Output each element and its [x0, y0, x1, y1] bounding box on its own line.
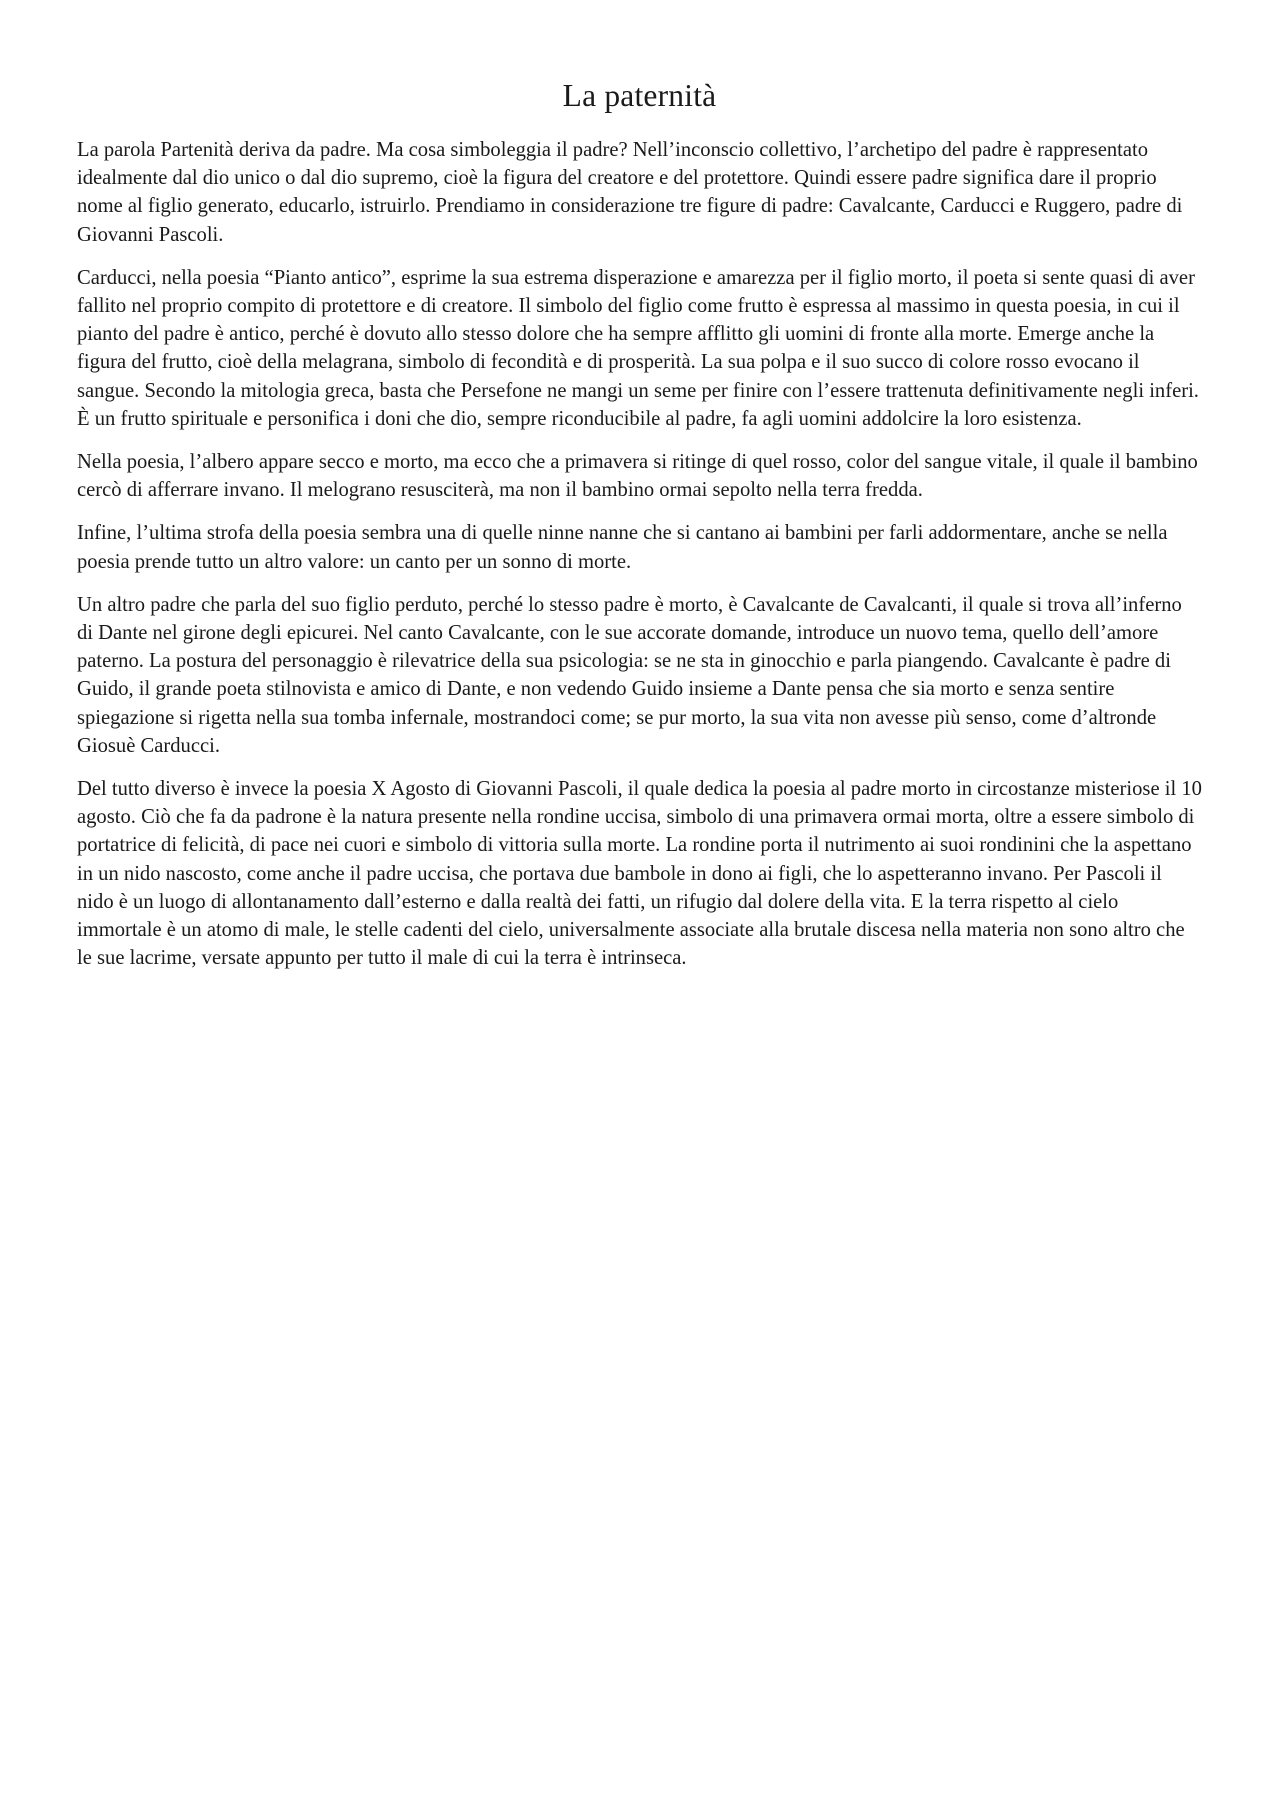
paragraph-carducci: Carducci, nella poesia “Pianto antico”, esprime la sua estrema disperazione e amarezza per il figlio morto, il poeta si sente quasi di aver fallito nel proprio compito di protettore e di creatore. Il simbolo del figlio come frutto è espressa al massimo in questa poesia, in cui il pianto del padre è antico, perché è dovuto allo stesso dolore che ha sempre afflitto gli uomini di fronte alla morte. Emerge anche la figura del frutto, cioè della melagrana, simbolo di fecondità e di prosperità. La sua polpa e il suo succo di colore rosso evocano il sangue. Secondo la mitologia greca, basta che Persefone ne mangi un seme per finire con l’essere trattenuta definitivamente negli inferi. È un frutto spirituale e personifica i doni che dio, sempre riconducibile al padre, fa agli uomini addolcire la loro esistenza. [77, 266, 1199, 430]
paragraph-introduction: La parola Partenità deriva da padre. Ma cosa simboleggia il padre? Nell’inconscio collettivo, l’archetipo del padre è rappresentato idealmente dal dio unico o dal dio supremo, cioè la figura del creatore e del protettore. Quindi essere padre significa dare il proprio nome al figlio generato, educarlo, istruirlo. Prendiamo in considerazione tre figure di padre: Cavalcante, Carducci e Ruggero, padre di Giovanni Pascoli. [77, 139, 1183, 246]
paragraph-melograno: Nella poesia, l’albero appare secco e morto, ma ecco che a primavera si ritinge di quel rosso, color del sangue vitale, il quale il bambino cercò di afferrare invano. Il melograno resusciterà, ma non il bambino ormai sepolto nella terra fredda. [77, 451, 1198, 502]
paragraph-cavalcante: Un altro padre che parla del suo figlio perduto, perché lo stesso padre è morto, è Cavalcante de Cavalcanti, il quale si trova all’inferno di Dante nel girone degli epicurei. Nel canto Cavalcante, con le sue accorate domande, introduce un nuovo tema, quello dell’amore paterno. La postura del personaggio è rilevatrice della sua psicologia: se ne sta in ginocchio e parla piangendo. Cavalcante è padre di Guido, il grande poeta stilnovista e amico di Dante, e non vedendo Guido insieme a Dante pensa che sia morto e senza sentire spiegazione si rigetta nella sua tomba infernale, mostrandoci come; se pur morto, la sua vita non avesse più senso, come d’altronde Giosuè Carducci. [77, 593, 1182, 757]
paragraph-pascoli: Del tutto diverso è invece la poesia X Agosto di Giovanni Pascoli, il quale dedica la poesia al padre morto in circostanze misteriose il 10 agosto. Ciò che fa da padrone è la natura presente nella rondine uccisa, simbolo di una primavera ormai morta, oltre a essere simbolo di portatrice di felicità, di pace nei cuori e simbolo di vittoria sulla morte. La rondine porta il nutrimento ai suoi rondinini che la aspettano in un nido nascosto, come anche il padre uccisa, che portava due bambole in dono ai figli, che lo aspetteranno invano. Per Pascoli il nido è un luogo di allontanamento dall’esterno e dalla realtà dei fatti, un rifugio dal dolere della vita. E la terra rispetto al cielo immortale è un atomo di male, le stelle cadenti del cielo, universalmente associate alla brutale discesa nella materia non sono altro che le sue lacrime, versate appunto per tutto il male di cui la terra è intrinseca. [77, 778, 1202, 970]
paragraph-ultima-strofa: Infine, l’ultima strofa della poesia sembra una di quelle ninne nanne che si cantano ai bambini per farli addormentare, anche se nella poesia prende tutto un altro valore: un canto per un sonno di morte. [77, 522, 1168, 573]
page-title: La paternità [562, 78, 717, 113]
